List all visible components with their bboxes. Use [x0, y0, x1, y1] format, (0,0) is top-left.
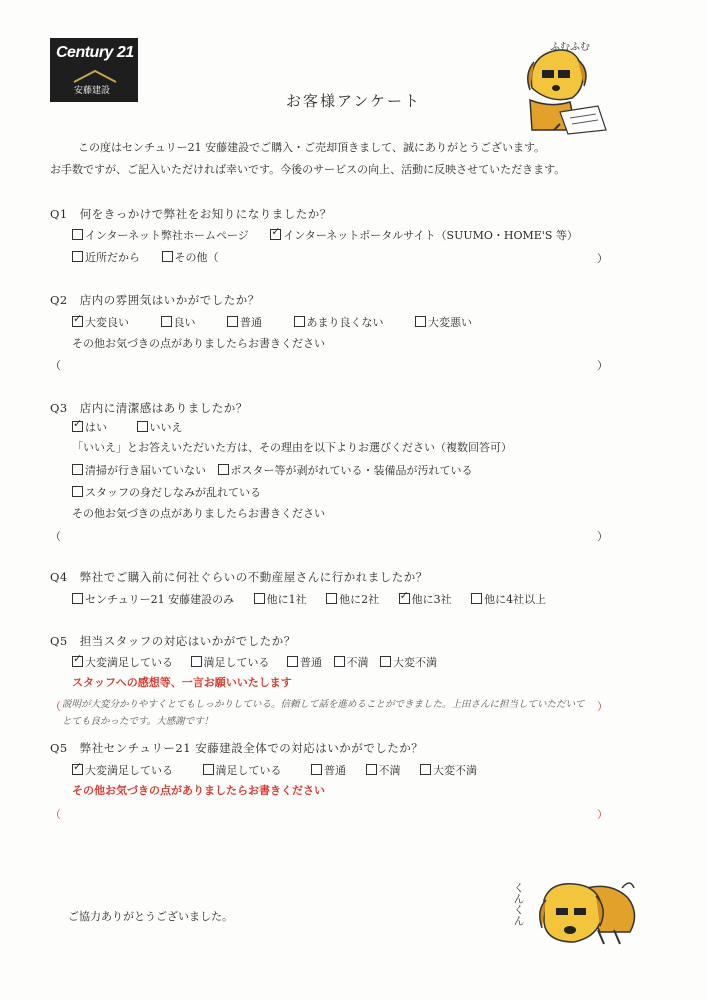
q5b-open-paren: （: [50, 808, 61, 821]
footer-thanks: ご協力ありがとうございました。: [68, 910, 233, 923]
checkbox-checked[interactable]: [399, 593, 410, 604]
q5a-open-paren: （: [50, 700, 61, 713]
q3-reason-lead: 「いいえ」とお答えいただいた方は、その理由を以下よりお選びください（複数回答可）: [72, 441, 512, 454]
q5b-option[interactable]: 満足している: [203, 763, 282, 778]
checkbox[interactable]: [72, 464, 83, 475]
q4-option[interactable]: 他に2社: [326, 592, 379, 607]
q5b-number: Q5: [50, 741, 68, 755]
q5b-heading: [50, 740, 423, 756]
mascot-sniffing: [510, 870, 650, 950]
q5b-option[interactable]: 大変不満: [420, 763, 477, 778]
house-roof-icon: [72, 68, 118, 84]
q5a-option[interactable]: 大変不満: [380, 655, 437, 670]
mascot-caption-top: ふむふむ: [550, 42, 590, 53]
q4-text: 弊社でご購入前に何社ぐらいの不動産屋さんに行かれましたか？: [79, 570, 428, 584]
checkbox-checked[interactable]: [72, 764, 83, 775]
q1-option[interactable]: その他（: [162, 250, 219, 265]
intro-line-2: お手数ですが、ご記入いただければ幸いです。今後のサービスの向上、活動に反映させていただきます。: [50, 163, 566, 176]
checkbox[interactable]: [471, 593, 482, 604]
q3-comment-field[interactable]: [62, 528, 592, 544]
q5a-option[interactable]: ✓大変満足している: [72, 655, 173, 670]
checkbox[interactable]: [254, 593, 265, 604]
q3-open-paren: （: [50, 530, 61, 543]
checkbox[interactable]: [161, 316, 172, 327]
q2-heading: [50, 292, 260, 308]
checkbox-checked[interactable]: [72, 656, 83, 667]
checkbox[interactable]: [191, 656, 202, 667]
q3-reason-row-2: [72, 485, 279, 500]
checkbox[interactable]: [162, 251, 173, 262]
q5a-text: 担当スタッフの対応はいかがでしたか？: [79, 634, 296, 648]
checkbox[interactable]: [72, 251, 83, 262]
q3-other-prompt: その他お気づきの点がありましたらお書きください: [72, 507, 325, 520]
q4-option[interactable]: センチュリー21 安藤建設のみ: [72, 592, 234, 607]
checkbox[interactable]: [420, 764, 431, 775]
q2-close-paren: ）: [597, 359, 608, 372]
q3-close-paren: ）: [597, 530, 608, 543]
q5b-text: 弊社センチュリー21 安藤建設全体での対応はいかがでしたか？: [79, 741, 424, 755]
q2-option[interactable]: 大変悪い: [415, 315, 472, 330]
q3-option[interactable]: いいえ: [137, 420, 183, 435]
q5b-option[interactable]: 不満: [366, 763, 401, 778]
checkbox[interactable]: [287, 656, 298, 667]
checkbox[interactable]: [380, 656, 391, 667]
q2-option[interactable]: あまり良くない: [294, 315, 384, 330]
checkbox[interactable]: [72, 486, 83, 497]
q1-number: Q1: [50, 207, 68, 221]
checkbox-checked[interactable]: [270, 229, 281, 240]
q4-option[interactable]: ✓ 他に3社: [399, 592, 452, 607]
q2-other-prompt: その他お気づきの点がありましたらお書きください: [72, 337, 325, 350]
q5b-option-row: [72, 763, 495, 778]
q5b-comment-field[interactable]: [62, 806, 592, 822]
intro-line-1: この度はセンチュリー21 安藤建設でご購入・ご売却頂きまして、誠にありがとうございます。: [78, 141, 546, 154]
q1-close-paren: ）: [597, 252, 608, 265]
q4-option-row: [72, 592, 564, 607]
q2-open-paren: （: [50, 359, 61, 372]
q5a-number: Q5: [50, 634, 68, 648]
q5a-red-prompt: スタッフへの感想等、一言お願いいたします: [72, 676, 292, 689]
q4-number: Q4: [50, 570, 68, 584]
q3-heading: [50, 400, 248, 416]
q2-option-row: [72, 315, 490, 330]
q5b-option[interactable]: ✓大変満足している: [72, 763, 173, 778]
checkbox[interactable]: [334, 656, 345, 667]
dog-mascot-sniffing-icon: [510, 870, 650, 950]
q4-heading: [50, 569, 428, 585]
q2-number: Q2: [50, 293, 68, 307]
checkbox[interactable]: [137, 421, 148, 432]
q5b-red-prompt: その他お気づきの点がありましたらお書きください: [72, 784, 325, 797]
page-title: お客様アンケート: [285, 92, 422, 110]
mascot-caption-bottom: くんくん: [512, 882, 525, 926]
checkbox[interactable]: [366, 764, 377, 775]
logo-sub: 安藤建設: [74, 85, 111, 95]
mascot-reading: [520, 30, 610, 135]
q3-reason-row-1: [72, 463, 491, 478]
q1-text: 何をきっかけで弊社をお知りになりましたか？: [79, 207, 332, 221]
q1-option[interactable]: 近所だから: [72, 250, 140, 265]
q3-reason[interactable]: ポスター等が剥がれている・装備品が汚れている: [218, 463, 473, 478]
q1-option-row-1: [72, 228, 596, 243]
q3-number: Q3: [50, 401, 68, 415]
q3-reason[interactable]: 清掃が行き届いていない: [72, 463, 206, 478]
logo-text: Century 21: [56, 44, 134, 61]
q5a-handwritten-line-2: とても良かったです。大感謝です！: [62, 716, 214, 727]
q2-option[interactable]: ✓大変良い: [72, 315, 129, 330]
checkbox[interactable]: [311, 764, 322, 775]
q1-option-row-2: [72, 250, 237, 265]
checkbox[interactable]: [72, 593, 83, 604]
q5a-handwritten-line-1: 説明が大変分かりやすくとてもしっかりしている。信頼して話を進めることができました。上田さんに担当していただいて: [62, 699, 585, 710]
q2-comment-field[interactable]: [62, 357, 592, 373]
q1-option[interactable]: インターネット弊社ホームページ: [72, 228, 249, 243]
q1-option[interactable]: ✓ インターネットポータルサイト（SUUMO・HOME'S 等）: [270, 228, 578, 243]
q5a-option[interactable]: 満足している: [191, 655, 270, 670]
checkbox-checked[interactable]: [72, 421, 83, 432]
q3-option-row: [72, 420, 201, 435]
q2-text: 店内の雰囲気はいかがでしたか？: [79, 293, 260, 307]
q4-option[interactable]: 他に4社以上: [471, 592, 546, 607]
checkbox[interactable]: [72, 229, 83, 240]
checkbox[interactable]: [415, 316, 426, 327]
q1-heading: [50, 206, 332, 222]
q5a-close-paren: ）: [597, 700, 608, 713]
checkbox[interactable]: [294, 316, 305, 327]
q3-option[interactable]: ✓はい: [72, 420, 107, 435]
q5a-option[interactable]: 普通: [287, 655, 322, 670]
checkbox-checked[interactable]: [72, 316, 83, 327]
checkbox[interactable]: [218, 464, 229, 475]
q5a-option-row: [72, 655, 455, 670]
q2-option[interactable]: 普通: [227, 315, 262, 330]
q5a-option[interactable]: 不満: [334, 655, 369, 670]
q3-text: 店内に清潔感はありましたか？: [79, 401, 248, 415]
checkbox[interactable]: [326, 593, 337, 604]
q2-option[interactable]: 良い: [161, 315, 196, 330]
q3-reason[interactable]: スタッフの身だしなみが乱れている: [72, 485, 261, 500]
q5a-heading: [50, 633, 296, 649]
q4-option[interactable]: 他に1社: [254, 592, 307, 607]
q5b-close-paren: ）: [597, 808, 608, 821]
checkbox[interactable]: [227, 316, 238, 327]
q5b-option[interactable]: 普通: [311, 763, 346, 778]
checkbox[interactable]: [203, 764, 214, 775]
